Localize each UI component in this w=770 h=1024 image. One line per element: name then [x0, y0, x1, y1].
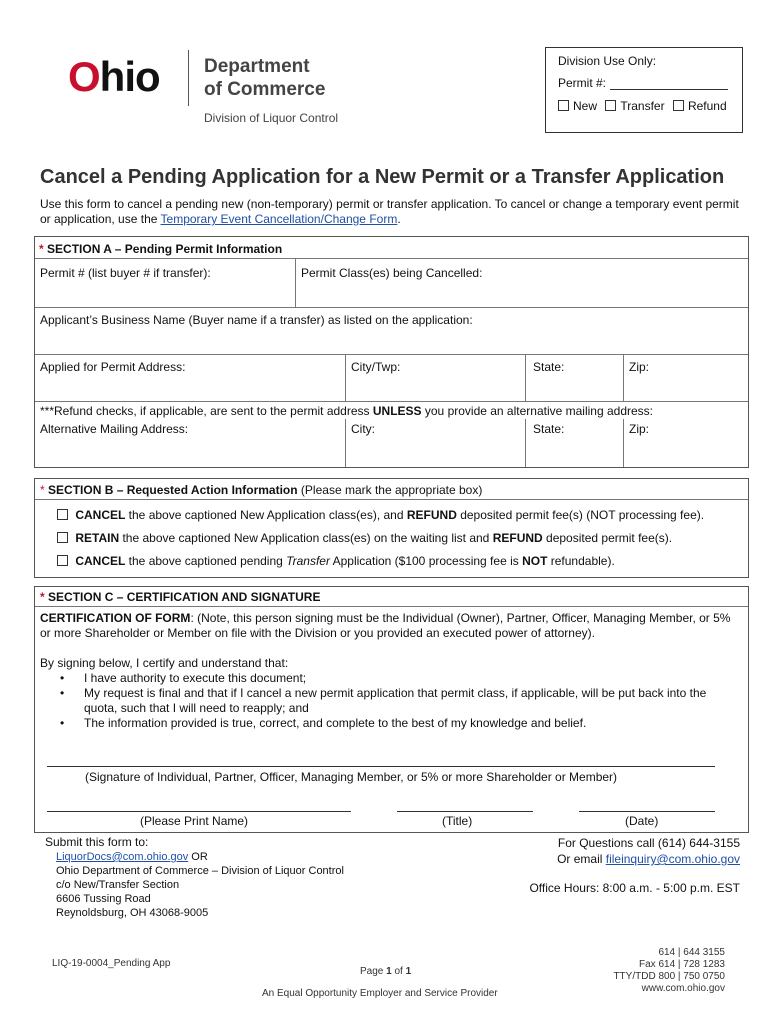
required-asterisk: *: [40, 483, 45, 497]
retain-refund-checkbox[interactable]: [57, 532, 68, 543]
divider: [525, 419, 526, 467]
section-b-title-text: SECTION B – Requested Action Information: [48, 483, 298, 497]
contact-fax: Fax 614 | 728 1283: [639, 959, 725, 970]
cancel-refund-checkbox[interactable]: [57, 509, 68, 520]
page-of: of: [391, 966, 406, 977]
divider: [623, 419, 624, 467]
address-line: Ohio Department of Commerce – Division of Liquor Control: [56, 865, 344, 877]
refund-note-post: you provide an alternative mailing address:: [421, 404, 654, 418]
date-caption: (Date): [625, 814, 659, 828]
submit-title: Submit this form to:: [45, 835, 149, 849]
divider: [35, 307, 748, 308]
section-c-title-text: SECTION C – CERTIFICATION AND SIGNATURE: [48, 590, 321, 604]
or-email-pre: Or email: [557, 852, 606, 866]
title-caption: (Title): [442, 814, 473, 828]
permit-class-label: Permit Class(es) being Cancelled:: [301, 266, 483, 280]
opt-text: Application ($100 processing fee is: [329, 554, 523, 568]
refund-note-bold: UNLESS: [372, 404, 422, 418]
cancel-transfer-checkbox[interactable]: [57, 555, 68, 566]
use-permit-row: [558, 76, 728, 90]
use-permit-label: Permit #:: [558, 76, 607, 90]
opt-text: the above captioned New Application class(es), and: [125, 508, 407, 522]
page-pre: Page: [360, 966, 387, 977]
divider: [345, 419, 346, 467]
temporary-event-form-link[interactable]: Temporary Event Cancellation/Change Form: [160, 212, 398, 226]
opt-text: the above captioned New Application class(es) on the waiting list and: [119, 531, 493, 545]
opt-text: refundable).: [547, 554, 615, 568]
logo-divider: [188, 50, 189, 106]
bullet: •: [60, 716, 65, 730]
alt-city-label: City:: [351, 422, 375, 436]
section-b-title: [40, 483, 482, 497]
section-a-title: [39, 242, 282, 256]
questions-phone: For Questions call (614) 644-3155: [557, 836, 740, 850]
new-label: New: [573, 99, 598, 113]
ohio-logo: Ohio: [68, 53, 160, 100]
use-options-row: [558, 99, 727, 113]
use-only-title: Division Use Only:: [558, 54, 657, 68]
dept-line1: Department: [204, 56, 310, 77]
email-row: [56, 850, 344, 864]
list-item: [60, 671, 740, 686]
bullet-text: My request is final and that if I cancel a new permit application that permit class, if applicable, will be put back into the quota, such that I will need to reapply; and: [84, 686, 707, 715]
section-a-box: [34, 236, 749, 468]
opt-text: deposited permit fee(s).: [542, 531, 673, 545]
refund-checkbox[interactable]: [673, 100, 684, 111]
questions-block: [557, 835, 740, 867]
alt-address-label: Alternative Mailing Address:: [40, 422, 189, 436]
refund-note-pre: ***Refund checks, if applicable, are sent to the permit address: [40, 404, 373, 418]
opt-italic: Transfer: [286, 554, 330, 568]
page-title: Cancel a Pending Application for a New Permit or a Transfer Application: [40, 166, 725, 188]
page-current: 1: [386, 966, 392, 977]
certification-text: [40, 611, 743, 641]
divider: [623, 354, 624, 401]
section-b-note: (Please mark the appropriate box): [297, 483, 483, 497]
division-use-box: [545, 47, 743, 133]
permit-address-label: Applied for Permit Address:: [40, 360, 186, 374]
intro-after: .: [397, 212, 401, 226]
opt-bold: CANCEL: [75, 508, 126, 522]
business-name-label: Applicant’s Business Name (Buyer name if a transfer) as listed on the application:: [40, 313, 473, 327]
divider: [35, 354, 748, 355]
city-label: City/Twp:: [351, 360, 401, 374]
print-name-caption: (Please Print Name): [140, 814, 249, 828]
contact-tty: TTY/TDD 800 | 750 0750: [613, 971, 725, 982]
date-line[interactable]: [579, 811, 715, 812]
page-total: 1: [405, 966, 412, 977]
cert-text: : (Note, this person signing must be the Individual (Owner), Partner, Officer, Managing Member, or 5% or more Shareholder or Member on file with the Division or you provided an executed power of attorney).: [40, 611, 731, 640]
email-or: OR: [188, 851, 208, 863]
opt-text: deposited permit fee(s) (NOT processing fee).: [456, 508, 705, 522]
contact-phone: 614 | 644 3155: [658, 947, 725, 958]
alt-zip-label: Zip:: [629, 422, 650, 436]
eeo-statement: An Equal Opportunity Employer and Service Provider: [262, 988, 498, 999]
opt-bold: REFUND: [492, 531, 543, 545]
print-name-line[interactable]: [47, 811, 351, 812]
alt-state-label: State:: [533, 422, 565, 436]
signature-line[interactable]: [47, 766, 715, 767]
liquordocs-email-link[interactable]: LiquorDocs@com.ohio.gov: [56, 851, 189, 863]
intro-before: Use this form to cancel a pending new (non-temporary) permit or transfer application. To cancel or change a temporary event permit or application, use the: [40, 197, 739, 226]
option-retain-refund: [57, 531, 672, 545]
address-line: c/o New/Transfer Section: [56, 879, 180, 891]
divider: [35, 499, 748, 500]
option-cancel-refund: [57, 508, 704, 522]
bullet-text: I have authority to execute this document;: [84, 671, 307, 685]
fileinquiry-email-link[interactable]: fileinquiry@com.ohio.gov: [605, 852, 740, 866]
divider: [35, 606, 748, 607]
bullet: •: [60, 686, 65, 700]
questions-email: [557, 851, 740, 867]
submit-address: [56, 850, 344, 920]
use-permit-line[interactable]: [610, 89, 728, 90]
bullet: •: [60, 671, 65, 685]
section-b-box: [34, 478, 749, 578]
transfer-label: Transfer: [620, 99, 665, 113]
address-line: Reynoldsburg, OH 43068-9005: [56, 907, 209, 919]
bullet-text: The information provided is true, correct, and complete to the best of my knowledge and belief.: [84, 716, 587, 730]
contact-website[interactable]: www.com.ohio.gov: [641, 983, 725, 994]
list-item: [60, 686, 740, 716]
title-line[interactable]: [397, 811, 533, 812]
contact-block: [613, 947, 725, 995]
opt-bold: CANCEL: [75, 554, 126, 568]
certify-list: [60, 671, 740, 731]
divider: [525, 354, 526, 401]
divider: [35, 401, 748, 402]
section-c-box: [34, 586, 749, 833]
refund-note: [40, 404, 653, 418]
form-id: LIQ-19-0004_Pending App: [52, 958, 171, 969]
section-c-title: [40, 590, 320, 604]
list-item: [60, 716, 740, 731]
opt-text: the above captioned pending: [125, 554, 287, 568]
divider: [345, 354, 346, 401]
opt-bold: REFUND: [406, 508, 457, 522]
intro-text: [40, 197, 740, 227]
opt-bold: RETAIN: [75, 531, 120, 545]
page-number: [360, 966, 411, 977]
certify-intro: By signing below, I certify and understand that:: [40, 656, 289, 670]
office-hours: Office Hours: 8:00 a.m. - 5:00 p.m. EST: [529, 881, 740, 895]
refund-label: Refund: [687, 99, 727, 113]
signature-caption: (Signature of Individual, Partner, Officer, Managing Member, or 5% or more Shareholder or Member): [85, 770, 618, 784]
divider: [295, 258, 296, 307]
cert-bold: CERTIFICATION OF FORM: [40, 611, 191, 625]
section-a-title-text: SECTION A – Pending Permit Information: [47, 242, 283, 256]
option-cancel-transfer: [57, 554, 615, 568]
zip-label: Zip:: [629, 360, 650, 374]
opt-bold: NOT: [522, 554, 548, 568]
required-asterisk: *: [40, 590, 45, 604]
division-name: Division of Liquor Control: [204, 111, 339, 125]
required-asterisk: *: [39, 242, 44, 256]
state-label: State:: [533, 360, 565, 374]
transfer-checkbox[interactable]: [605, 100, 616, 111]
permit-number-label: Permit # (list buyer # if transfer):: [40, 266, 211, 280]
dept-line2: of Commerce: [204, 79, 326, 100]
divider: [35, 258, 748, 259]
new-checkbox[interactable]: [558, 100, 569, 111]
address-line: 6606 Tussing Road: [56, 893, 151, 905]
